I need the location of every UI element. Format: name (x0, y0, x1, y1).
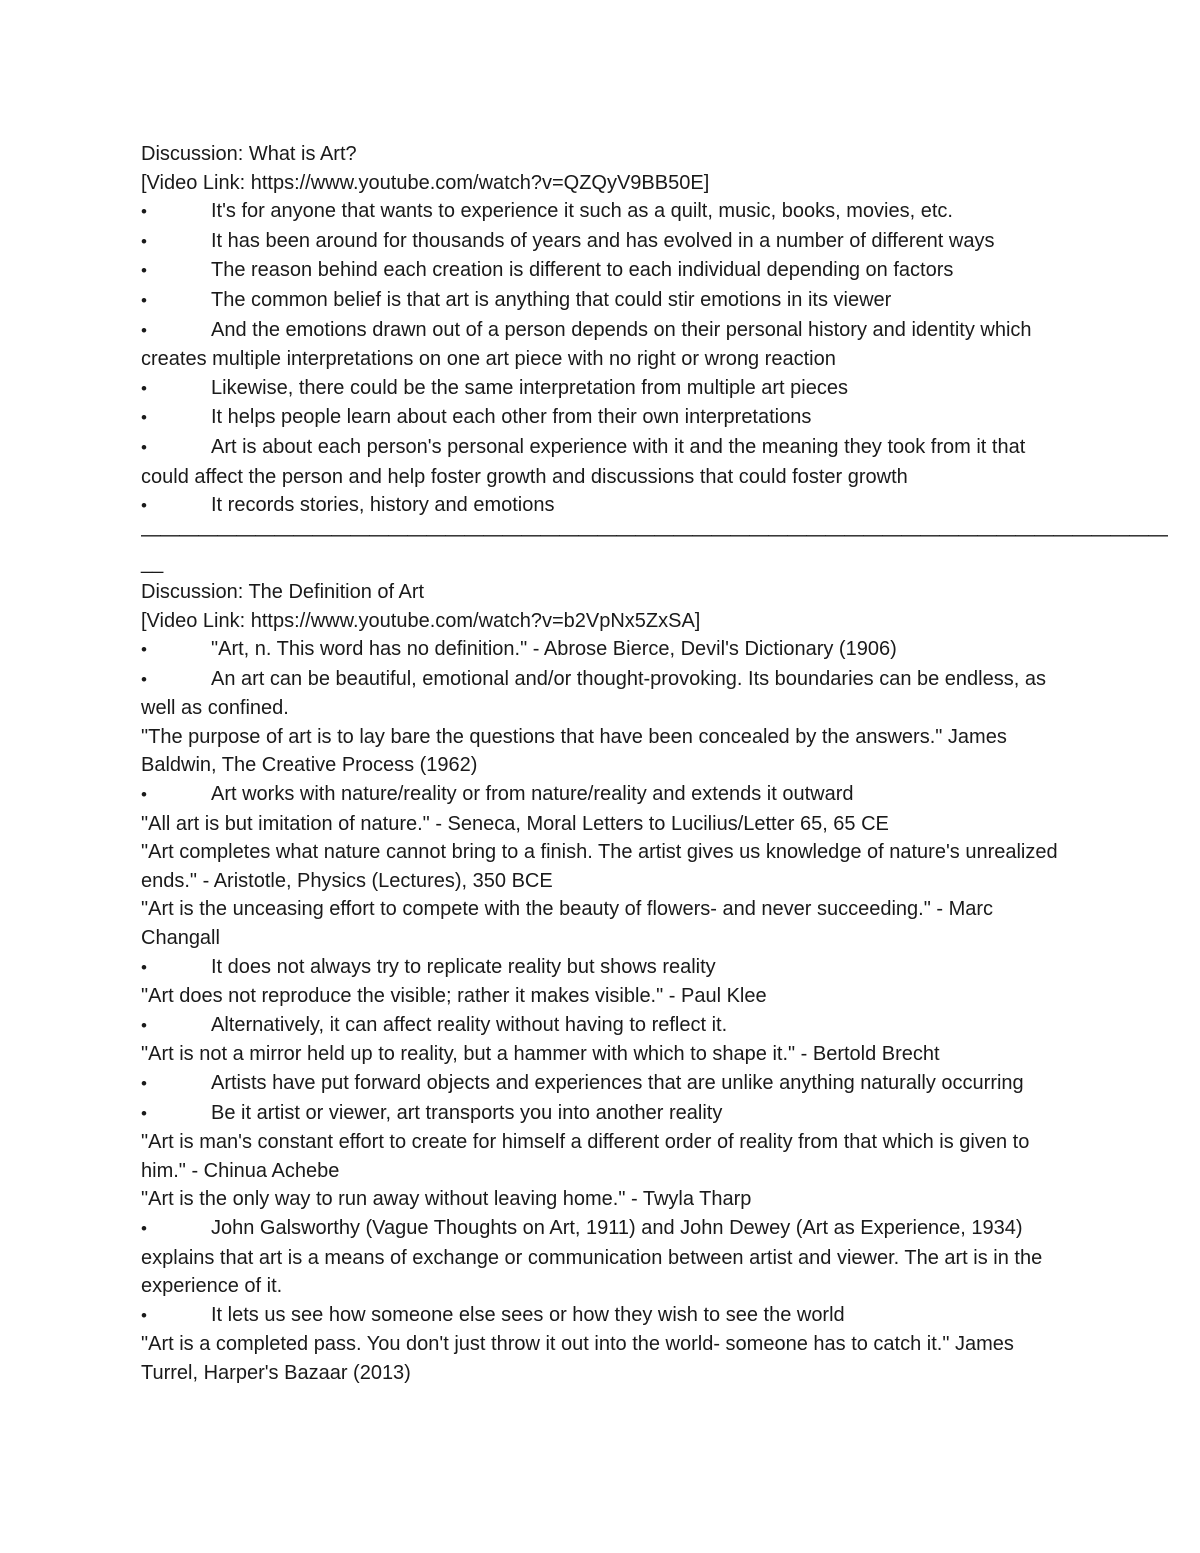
bullet-text: Be it artist or viewer, art transports you into another reality (211, 1101, 723, 1124)
bullet-icon: • (141, 437, 147, 457)
bullet-text: "Art, n. This word has no definition." - Abrose Bierce, Devil's Dictionary (1906) (211, 638, 897, 661)
bullet-item (141, 1301, 1061, 1331)
bullet-text: Artists have put forward objects and experiences that are unlike anything naturally occurring (211, 1072, 1024, 1094)
quote-line: "Art does not reproduce the visible; rather it makes visible." - Paul Klee (141, 985, 767, 1008)
section2-title: Discussion: The Definition of Art (141, 580, 425, 603)
section1-title: Discussion: What is Art? (141, 143, 357, 165)
bullet-item (141, 374, 1061, 404)
bullet-icon: • (141, 1305, 147, 1325)
bullet-item (141, 316, 1061, 374)
bullet-item (141, 286, 1061, 316)
bullet-icon: • (141, 261, 147, 281)
section1-bullet-list (141, 197, 1061, 521)
quote-line: "Art is man's constant effort to create for himself a different order of reality from that which is given to him." - Chinua Achebe (141, 1131, 1030, 1182)
section1-video-link: [Video Link: https://www.youtube.com/watch?v=QZQyV9BB50E] (141, 171, 710, 194)
bullet-icon: • (141, 1015, 147, 1035)
bullet-text: Alternatively, it can affect reality without having to reflect it. (211, 1013, 728, 1036)
bullet-item (141, 665, 1061, 723)
bullet-item (141, 1099, 1061, 1129)
bullet-text: It's for anyone that wants to experience it such as a quilt, music, books, movies, etc. (211, 200, 953, 223)
bullet-icon: • (141, 785, 147, 805)
bullet-item (141, 1011, 1061, 1041)
bullet-text: Art works with nature/reality or from nature/reality and extends it outward (211, 783, 854, 806)
bullet-text: The reason behind each creation is different to each individual depending on factors (211, 259, 954, 282)
bullet-text: It does not always try to replicate reality but shows reality (211, 955, 716, 978)
bullet-icon: • (141, 320, 147, 340)
bullet-text: An art can be beautiful, emotional and/or thought-provoking. Its boundaries can be endless, as well as confined. (141, 667, 1046, 720)
bullet-icon: • (141, 640, 147, 660)
quote-line: "Art is not a mirror held up to reality, but a hammer with which to shape it." - Bertold Brecht (141, 1043, 940, 1066)
bullet-item (141, 491, 1061, 521)
bullet-icon: • (141, 408, 147, 428)
bullet-icon: • (141, 378, 147, 398)
bullet-text: The common belief is that art is anything that could stir emotions in its viewer (211, 288, 892, 311)
bullet-item (141, 635, 1061, 665)
bullet-item (141, 197, 1061, 227)
bullet-item (141, 403, 1061, 433)
quote-line: "The purpose of art is to lay bare the questions that have been concealed by the answers." James Baldwin, The Creative Process (1962) (141, 725, 1007, 777)
bullet-icon: • (141, 202, 147, 222)
separator-line: —————————————————————————————————————————————————————— (141, 523, 1167, 546)
quote-line: "Art completes what nature cannot bring to a finish. The artist gives us knowledge of nature's unrealized ends." - Aristotle, Physics (Lectures), 350 BCE (141, 841, 1058, 892)
bullet-item (141, 256, 1061, 286)
bullet-icon: • (141, 669, 147, 689)
separator-tail: __ (141, 552, 164, 575)
bullet-item (141, 1069, 1061, 1099)
bullet-item (141, 780, 1061, 810)
bullet-icon: • (141, 290, 147, 310)
bullet-icon: • (141, 1103, 147, 1123)
document-page (141, 140, 1167, 1388)
bullet-text: John Galsworthy (Vague Thoughts on Art, 1911) and John Dewey (Art as Experience, 1934) explains that art is a means of exchange or communication between artist and viewer. The art is in the experience of it. (141, 1216, 1043, 1298)
bullet-item (141, 1214, 1061, 1301)
quote-line: "Art is a completed pass. You don't just throw it out into the world- someone has to catch it." James Turrel, Harper's Bazaar (2013) (141, 1333, 1014, 1384)
section2-video-link: [Video Link: https://www.youtube.com/watch?v=b2VpNx5ZxSA] (141, 609, 701, 632)
bullet-icon: • (141, 496, 147, 516)
bullet-item (141, 227, 1061, 257)
bullet-text: It has been around for thousands of years and has evolved in a number of different ways (211, 229, 995, 252)
bullet-text: It helps people learn about each other from their own interpretations (211, 406, 812, 429)
bullet-text: Likewise, there could be the same interpretation from multiple art pieces (211, 376, 848, 399)
bullet-icon: • (141, 1218, 147, 1238)
bullet-text: Art is about each person's personal experience with it and the meaning they took from it that could affect the person and help foster growth and discussions that could foster growth (141, 435, 1026, 488)
bullet-icon: • (141, 231, 147, 251)
bullet-item (141, 953, 1061, 983)
bullet-icon: • (141, 957, 147, 977)
bullet-text: And the emotions drawn out of a person depends on their personal history and identity which creates multiple interpretations on one art piece with no right or wrong reaction (141, 318, 1032, 371)
quote-line: "All art is but imitation of nature." - Seneca, Moral Letters to Lucilius/Letter 65, 65 CE (141, 812, 889, 835)
bullet-item (141, 433, 1061, 491)
quote-line: "Art is the only way to run away without leaving home." - Twyla Tharp (141, 1188, 752, 1211)
bullet-text: It lets us see how someone else sees or how they wish to see the world (211, 1303, 845, 1326)
section2-content-list (141, 635, 1061, 1387)
bullet-icon: • (141, 1074, 147, 1093)
bullet-text: It records stories, history and emotions (211, 494, 555, 517)
quote-line: "Art is the unceasing effort to compete with the beauty of flowers- and never succeeding." - Marc Changall (141, 898, 994, 950)
